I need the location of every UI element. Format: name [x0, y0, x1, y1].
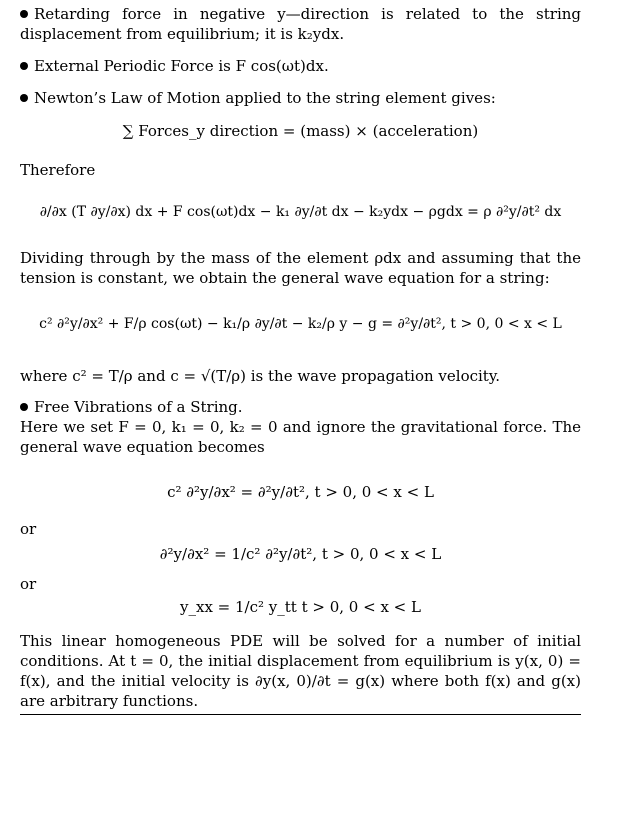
paragraph-text: or	[20, 520, 37, 538]
paragraph-text: Retarding force in negative y—direction is related to the string displacement from equilibrium; it is k₂ydx.	[20, 5, 581, 43]
paragraph-text: Here we set F = 0, k₁ = 0, k₂ = 0 and ignore the gravitational force. The general wave equation becomes	[20, 418, 581, 456]
equation-string-element	[20, 202, 581, 222]
equation-wave-1	[20, 482, 581, 502]
equation-forces	[20, 121, 581, 141]
paragraph-text: Free Vibrations of a String.	[34, 398, 243, 416]
horizontal-rule	[20, 714, 581, 715]
bullet-icon	[20, 10, 28, 18]
equation-text: ∂/∂x (T ∂y/∂x) dx + F cos(ωt)dx − k₁ ∂y/∂t dx − k₂ydx − ρgdx = ρ ∂²y/∂t² dx	[39, 204, 562, 220]
equation-wave-3	[20, 597, 581, 617]
equation-general-wave	[20, 314, 581, 334]
paragraph-newton-law	[20, 88, 581, 108]
paragraph-linear-pde	[20, 631, 581, 711]
paragraph-text: Therefore	[20, 161, 96, 179]
equation-text: ∑ Forces_y direction = (mass) × (acceleration)	[122, 122, 479, 140]
equation-text: ∂²y/∂x² = 1/c² ∂²y/∂t², t > 0, 0 < x < L	[159, 545, 442, 563]
paragraph-text: This linear homogeneous PDE will be solved for a number of initial conditions. At t = 0, the initial displacement from equilibrium is y(x, 0) = f(x), and the initial velocity is ∂y(x, 0)/∂t = g(x) where both f(x) and g(x) are arbitrary functions.	[20, 632, 581, 710]
paragraph-external-force	[20, 56, 581, 76]
paragraph-here-we-set	[20, 417, 581, 457]
text-or-2	[20, 574, 581, 594]
paragraph-text: where c² = T/ρ and c = √(T/ρ) is the wave propagation velocity.	[20, 367, 501, 385]
bullet-icon	[20, 62, 28, 70]
paragraph-text: or	[20, 575, 37, 593]
bullet-icon	[20, 94, 28, 102]
paragraph-therefore	[20, 160, 581, 180]
bullet-icon	[20, 403, 28, 411]
paragraph-free-vibrations	[20, 397, 581, 417]
equation-text: y_xx = 1/c² y_tt t > 0, 0 < x < L	[180, 598, 421, 616]
paragraph-where-c	[20, 366, 581, 386]
paragraph-dividing	[20, 248, 581, 288]
equation-text: c² ∂²y/∂x² = ∂²y/∂t², t > 0, 0 < x < L	[167, 483, 434, 501]
paragraph-text: Dividing through by the mass of the element ρdx and assuming that the tension is constant, we obtain the general wave equation for a string:	[20, 249, 581, 287]
paragraph-text: External Periodic Force is F cos(ωt)dx.	[34, 57, 329, 75]
text-or-1	[20, 519, 581, 539]
equation-text: c² ∂²y/∂x² + F/ρ cos(ωt) − k₁/ρ ∂y/∂t − k₂/ρ y − g = ∂²y/∂t², t > 0, 0 < x < L	[39, 316, 562, 332]
paragraph-text: Newton’s Law of Motion applied to the string element gives:	[34, 89, 496, 107]
equation-wave-2	[20, 544, 581, 564]
paragraph-retarding-force	[20, 4, 581, 44]
